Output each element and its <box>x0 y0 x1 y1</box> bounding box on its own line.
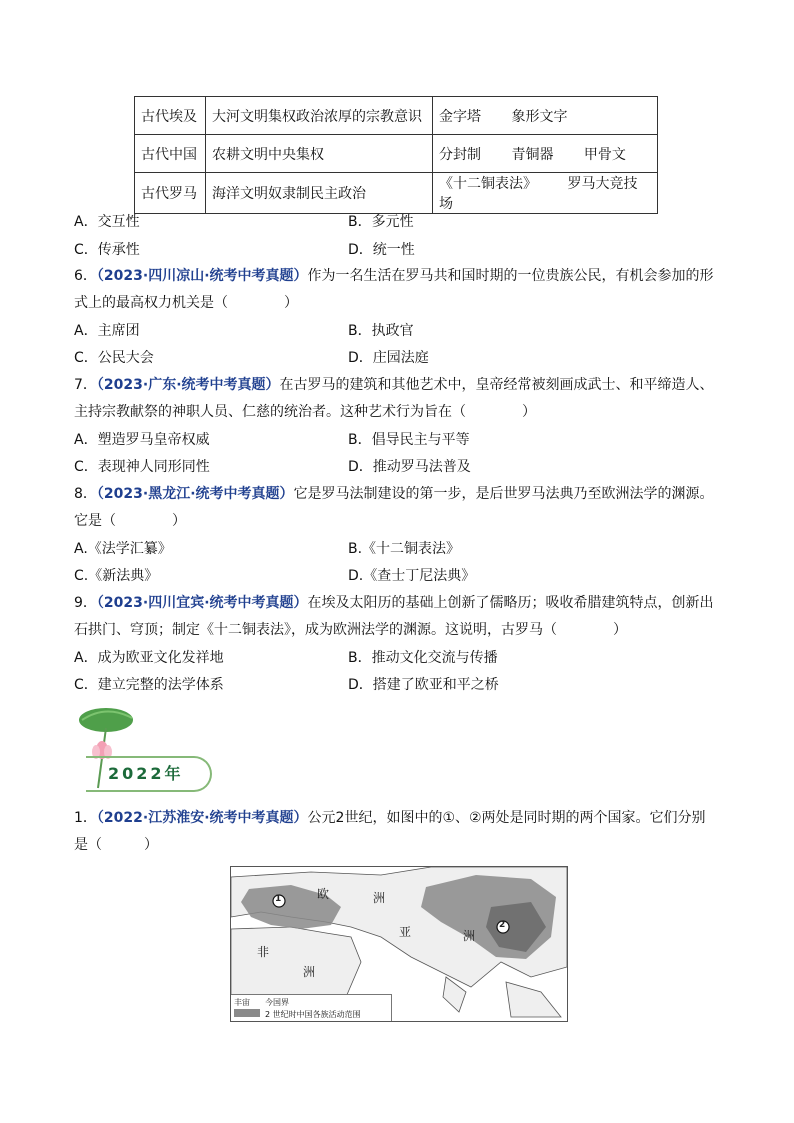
q6-option-b: B．执政官 <box>348 323 414 339</box>
question-source: （2023·四川宜宾·统考中考真题） <box>96 595 308 611</box>
question-source: （2023·黑龙江·统考中考真题） <box>96 486 294 502</box>
table-row <box>135 173 658 214</box>
feature: 金字塔 <box>439 108 481 125</box>
q6-option-a: A．主席团 <box>74 323 140 339</box>
label-asia-1: 亚 <box>399 925 412 939</box>
historical-map <box>230 866 568 1022</box>
civ-name: 古代中国 <box>135 135 206 173</box>
q8-line2: 它是（ ） <box>74 513 186 529</box>
civ-features <box>433 97 658 135</box>
feature: 青铜器 <box>511 146 554 163</box>
legend-border-symbol: 丰宙 <box>234 998 250 1007</box>
question-source: （2023·四川凉山·统考中考真题） <box>96 268 308 284</box>
q8-option-d: D.《查士丁尼法典》 <box>348 568 476 584</box>
question-number: 9． <box>74 595 97 611</box>
question-text: 它是罗马法制建设的第一步，是后世罗马法典乃至欧洲法学的渊源。 <box>293 486 714 502</box>
legend-area-swatch <box>234 1009 260 1017</box>
feature: 《十二铜表法》 <box>439 176 537 192</box>
feature: 罗马大竞技场 <box>439 176 638 212</box>
q7-option-a: A．塑造罗马皇帝权威 <box>74 432 210 448</box>
q5-option-c: C．传承性 <box>74 242 140 258</box>
label-africa-2: 洲 <box>303 965 316 979</box>
legend-area-label: 2 世纪时中国各族活动范围 <box>265 1010 361 1019</box>
q7-option-b: B．倡导民主与平等 <box>348 432 470 448</box>
question-source: （2023·广东·统考中考真题） <box>96 377 280 393</box>
question-number: 6． <box>74 268 97 284</box>
marker-2: 2 <box>499 920 506 930</box>
civ-name: 古代埃及 <box>135 97 206 135</box>
q9-option-b: B．推动文化交流与传播 <box>348 650 498 666</box>
table-row <box>135 135 658 173</box>
question-number: 8． <box>74 486 97 502</box>
q6-line2: 式上的最高权力机关是（ ） <box>74 295 298 311</box>
q5-option-b: B．多元性 <box>348 214 414 230</box>
q9-option-a: A．成为欧亚文化发祥地 <box>74 650 224 666</box>
civ-features <box>433 135 658 173</box>
q9-option-c: C．建立完整的法学体系 <box>74 677 224 693</box>
question-number: 1． <box>74 810 97 826</box>
q6-option-c: C．公民大会 <box>74 350 154 366</box>
year-badge-label: 2022年 <box>108 764 184 783</box>
civ-name: 古代罗马 <box>135 173 206 214</box>
question-text: 在古罗马的建筑和其他艺术中，皇帝经常被刻画成武士、和平缔造人、 <box>279 377 714 393</box>
q6-line1 <box>74 265 714 285</box>
civ-trait: 海洋文明奴隶制民主政治 <box>206 173 433 214</box>
map-legend <box>231 994 392 1021</box>
q8-option-a: A.《法学汇纂》 <box>74 541 172 557</box>
q5-option-a: A．交互性 <box>74 214 140 230</box>
civilization-table <box>134 96 658 214</box>
feature: 甲骨文 <box>583 146 626 163</box>
q2022-1-line1 <box>74 807 706 827</box>
q6-option-d: D．庄园法庭 <box>348 350 429 366</box>
civ-features <box>433 173 658 214</box>
question-text: 公元2世纪，如图中的①、②两处是同时期的两个国家。它们分别 <box>307 810 706 826</box>
q9-line1 <box>74 592 714 612</box>
q9-line2: 石拱门、穹顶；制定《十二铜表法》，成为欧洲法学的渊源。这说明，古罗马（ ） <box>74 622 627 638</box>
legend-border-label: 今国界 <box>265 998 289 1007</box>
civ-trait: 大河文明集权政治浓厚的宗教意识 <box>206 97 433 135</box>
question-source: （2022·江苏淮安·统考中考真题） <box>96 810 308 826</box>
feature: 分封制 <box>439 146 481 163</box>
q8-option-b: B.《十二铜表法》 <box>348 541 461 557</box>
q8-option-c: C.《新法典》 <box>74 568 159 584</box>
q2022-1-line2: 是（ ） <box>74 837 158 853</box>
table-row <box>135 97 658 135</box>
civ-trait: 农耕文明中央集权 <box>206 135 433 173</box>
feature: 象形文字 <box>511 108 568 125</box>
label-europe-1: 欧 <box>317 887 330 901</box>
q9-option-d: D．搭建了欧亚和平之桥 <box>348 677 499 693</box>
q8-line1 <box>74 483 714 503</box>
label-asia-2: 洲 <box>463 929 476 943</box>
question-text: 在埃及太阳历的基础上创新了儒略历；吸收希腊建筑特点，创新出 <box>307 595 714 611</box>
label-africa-1: 非 <box>257 945 270 959</box>
q7-option-c: C．表现神人同形同性 <box>74 459 210 475</box>
q7-line1 <box>74 374 714 394</box>
question-number: 7． <box>74 377 97 393</box>
q7-line2: 主持宗教献祭的神职人员、仁慈的统治者。这种艺术行为旨在（ ） <box>74 404 536 420</box>
q5-option-d: D．统一性 <box>348 242 415 258</box>
q7-option-d: D．推动罗马法普及 <box>348 459 471 475</box>
question-text: 作为一名生活在罗马共和国时期的一位贵族公民，有机会参加的形 <box>307 268 714 284</box>
label-europe-2: 洲 <box>373 891 386 905</box>
marker-1: 1 <box>275 894 282 904</box>
